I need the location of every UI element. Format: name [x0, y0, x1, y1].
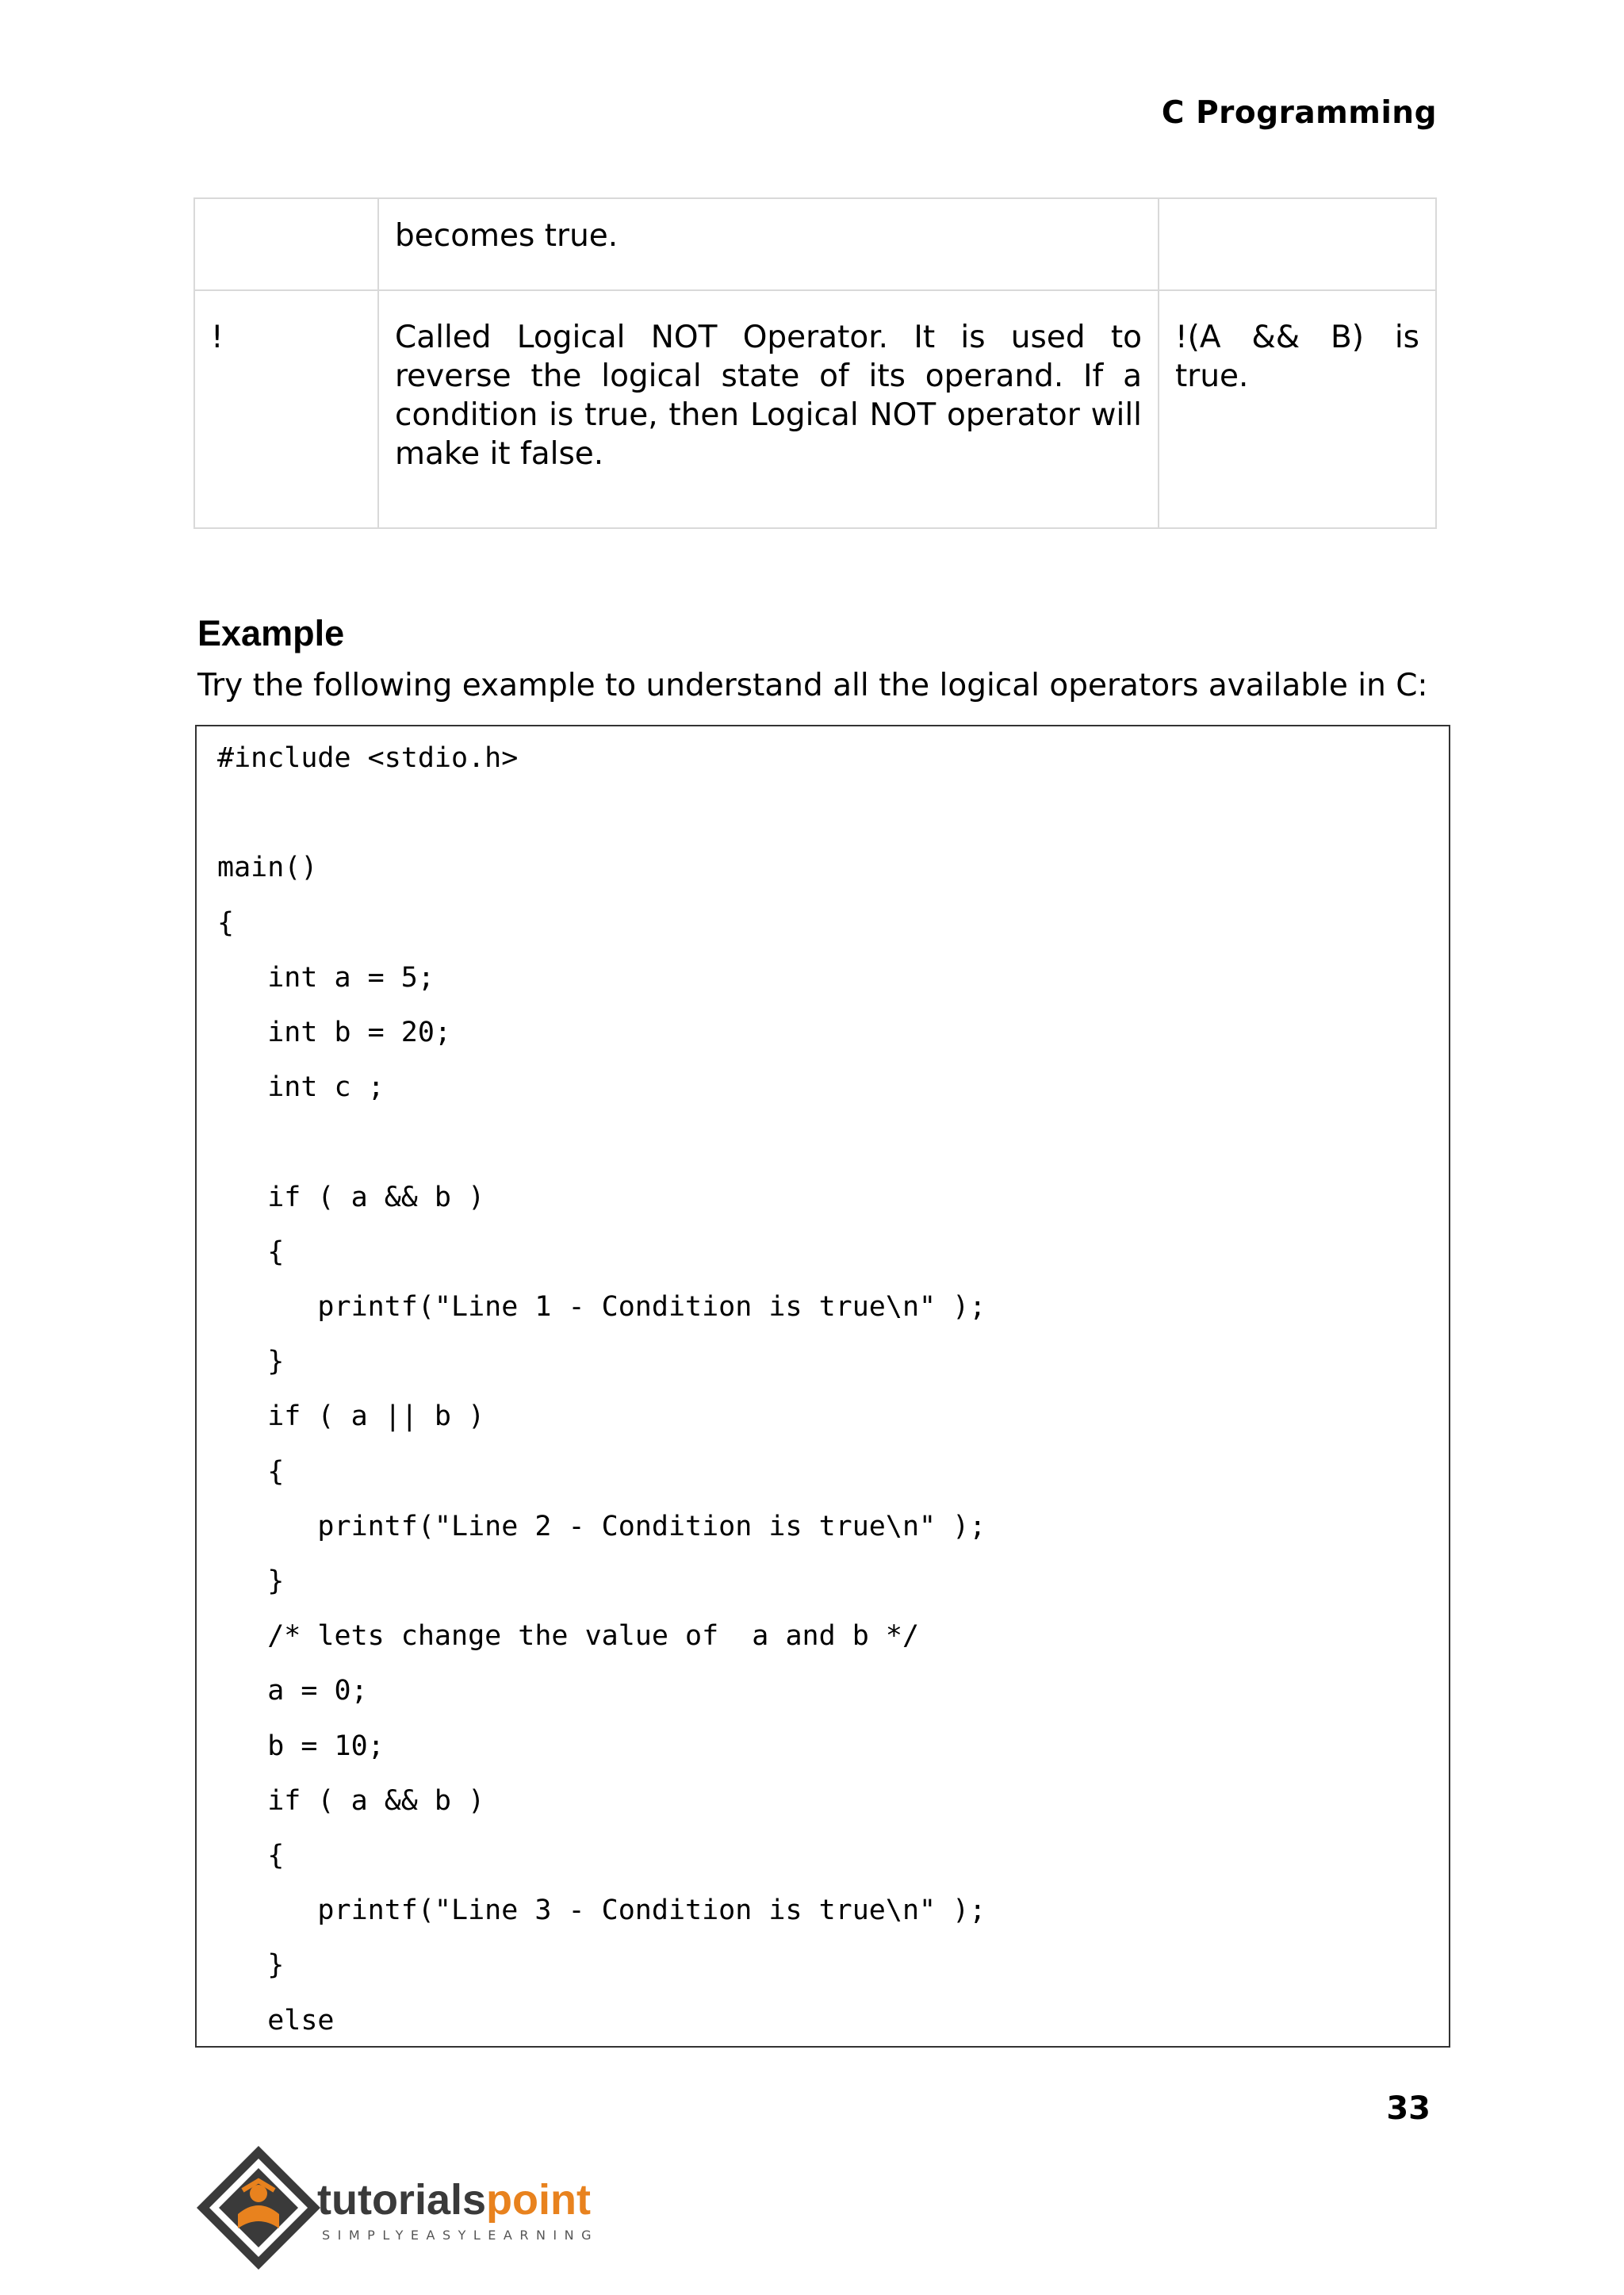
- code-line: int c ;: [217, 1071, 385, 1104]
- operator-cell: !: [194, 290, 378, 528]
- code-line: b = 10;: [217, 1730, 385, 1762]
- code-line: }: [217, 1346, 285, 1378]
- code-line: if ( a && b ): [217, 1181, 485, 1213]
- example-intro: Try the following example to understand all the logical operators available in C:: [197, 668, 1428, 703]
- tutorialspoint-logo: [193, 2141, 638, 2284]
- page-number: 33: [1386, 2090, 1431, 2127]
- logo-diamond-icon: [197, 2146, 320, 2270]
- code-line: int b = 20;: [217, 1017, 452, 1048]
- example-heading: Example: [197, 613, 345, 653]
- code-line: a = 0;: [217, 1675, 368, 1707]
- code-block: [195, 725, 1450, 2048]
- code-line: else: [217, 2004, 335, 2036]
- logo-wordmark: tutorialspoint: [317, 2176, 591, 2224]
- code-line: {: [217, 906, 235, 939]
- description-cell: Called Logical NOT Operator. It is used to reverse the logical state of its operand. If a condition is true, then Logical NOT operator will make it false.: [378, 290, 1159, 528]
- logo-tagline: SIMPLYEASYLEARNING: [322, 2228, 599, 2243]
- code-line: printf("Line 1 - Condition is true\n" );: [217, 1291, 986, 1323]
- example-cell: [1159, 198, 1436, 290]
- running-header: C Programming: [1161, 95, 1437, 131]
- code-line: {: [217, 1455, 285, 1488]
- code-line: int a = 5;: [217, 961, 435, 994]
- code-line: /* lets change the value of a and b */: [217, 1620, 920, 1653]
- code-line: printf("Line 3 - Condition is true\n" );: [217, 1895, 986, 1927]
- code-line: }: [217, 1565, 285, 1597]
- description-cell: becomes true.: [378, 198, 1159, 290]
- code-line: {: [217, 1236, 285, 1268]
- operator-table: [193, 197, 1437, 529]
- code-line: main(): [217, 852, 318, 884]
- code-line: {: [217, 1840, 285, 1872]
- table-row: [194, 198, 1436, 290]
- example-cell: !(A && B) is true.: [1159, 290, 1436, 528]
- operator-cell: [194, 198, 378, 290]
- code-line: #include <stdio.h>: [217, 742, 519, 774]
- code-line: printf("Line 2 - Condition is true\n" );: [217, 1510, 986, 1542]
- code-line: if ( a || b ): [217, 1400, 485, 1433]
- code-line: }: [217, 1949, 285, 1982]
- table-row: [194, 290, 1436, 528]
- code-line: if ( a && b ): [217, 1784, 485, 1817]
